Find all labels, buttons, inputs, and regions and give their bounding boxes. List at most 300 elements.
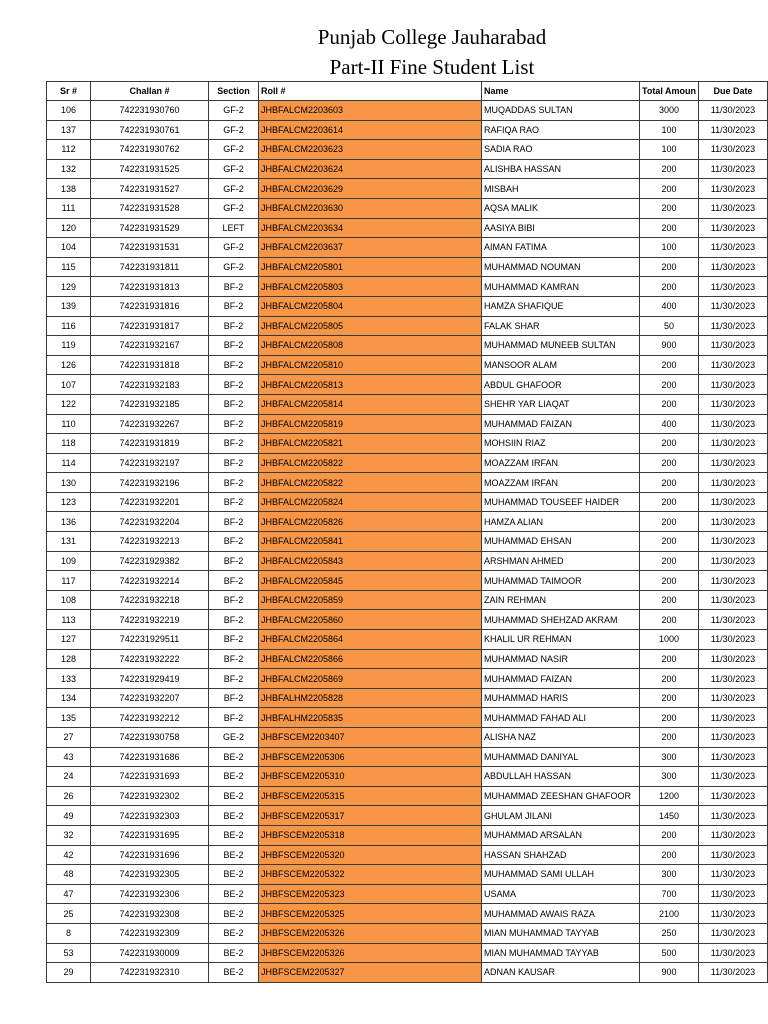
cell-name: MUQADDAS SULTAN [482, 101, 640, 121]
cell-sr: 25 [47, 904, 91, 924]
cell-name: MUHAMMAD AWAIS RAZA [482, 904, 640, 924]
table-row [47, 238, 768, 258]
cell-challan: 742231932302 [91, 786, 209, 806]
cell-roll: JHBFALCM2203623 [259, 140, 482, 160]
table-row [47, 571, 768, 591]
cell-sr: 131 [47, 532, 91, 552]
cell-name: MOAZZAM IRFAN [482, 473, 640, 493]
cell-sr: 104 [47, 238, 91, 258]
cell-sr: 115 [47, 257, 91, 277]
cell-due-date: 11/30/2023 [699, 277, 768, 297]
cell-total-amount: 200 [640, 551, 699, 571]
cell-total-amount: 100 [640, 238, 699, 258]
cell-section: BE-2 [209, 865, 259, 885]
cell-section: BE-2 [209, 963, 259, 983]
cell-name: MIAN MUHAMMAD TAYYAB [482, 943, 640, 963]
cell-roll: JHBFALCM2205826 [259, 512, 482, 532]
cell-roll: JHBFALCM2203634 [259, 218, 482, 238]
cell-total-amount: 300 [640, 767, 699, 787]
cell-challan: 742231930758 [91, 728, 209, 748]
cell-total-amount: 200 [640, 708, 699, 728]
cell-sr: 24 [47, 767, 91, 787]
cell-section: BF-2 [209, 355, 259, 375]
cell-sr: 29 [47, 963, 91, 983]
cell-name: MUHAMMAD MUNEEB SULTAN [482, 336, 640, 356]
cell-section: BE-2 [209, 943, 259, 963]
cell-name: HASSAN SHAHZAD [482, 845, 640, 865]
cell-due-date: 11/30/2023 [699, 532, 768, 552]
cell-sr: 49 [47, 806, 91, 826]
cell-challan: 742231931816 [91, 296, 209, 316]
cell-due-date: 11/30/2023 [699, 865, 768, 885]
column-header-roll: Roll # [259, 82, 482, 101]
table-row [47, 963, 768, 983]
cell-due-date: 11/30/2023 [699, 649, 768, 669]
table-row [47, 845, 768, 865]
cell-due-date: 11/30/2023 [699, 355, 768, 375]
fine-student-table [46, 81, 768, 983]
table-row [47, 512, 768, 532]
cell-sr: 138 [47, 179, 91, 199]
cell-name: MUHAMMAD DANIYAL [482, 747, 640, 767]
cell-due-date: 11/30/2023 [699, 610, 768, 630]
cell-roll: JHBFALCM2205803 [259, 277, 482, 297]
cell-sr: 112 [47, 140, 91, 160]
cell-sr: 114 [47, 453, 91, 473]
cell-due-date: 11/30/2023 [699, 159, 768, 179]
cell-name: RAFIQA RAO [482, 120, 640, 140]
table-row [47, 943, 768, 963]
cell-sr: 119 [47, 336, 91, 356]
cell-name: ALISHA NAZ [482, 728, 640, 748]
table-row [47, 688, 768, 708]
cell-challan: 742231932222 [91, 649, 209, 669]
cell-challan: 742231932310 [91, 963, 209, 983]
table-row [47, 394, 768, 414]
cell-challan: 742231932196 [91, 473, 209, 493]
cell-due-date: 11/30/2023 [699, 179, 768, 199]
cell-challan: 742231931819 [91, 434, 209, 454]
table-row [47, 316, 768, 336]
cell-name: AIMAN FATIMA [482, 238, 640, 258]
cell-total-amount: 200 [640, 218, 699, 238]
cell-section: BF-2 [209, 316, 259, 336]
cell-section: BF-2 [209, 630, 259, 650]
cell-sr: 107 [47, 375, 91, 395]
cell-total-amount: 400 [640, 414, 699, 434]
table-row [47, 296, 768, 316]
cell-sr: 133 [47, 669, 91, 689]
cell-challan: 742231930762 [91, 140, 209, 160]
cell-total-amount: 50 [640, 316, 699, 336]
column-header-total-amount: Total Amoun [640, 82, 699, 101]
page-subtitle: Part-II Fine Student List [329, 55, 535, 79]
table-row [47, 179, 768, 199]
cell-total-amount: 200 [640, 571, 699, 591]
table-row [47, 767, 768, 787]
cell-total-amount: 200 [640, 198, 699, 218]
cell-section: BE-2 [209, 806, 259, 826]
cell-total-amount: 200 [640, 532, 699, 552]
table-row [47, 159, 768, 179]
cell-name: HAMZA ALIAN [482, 512, 640, 532]
cell-due-date: 11/30/2023 [699, 473, 768, 493]
cell-section: GE-2 [209, 728, 259, 748]
cell-challan: 742231931818 [91, 355, 209, 375]
cell-roll: JHBFALCM2205866 [259, 649, 482, 669]
cell-due-date: 11/30/2023 [699, 904, 768, 924]
cell-sr: 137 [47, 120, 91, 140]
cell-section: BF-2 [209, 492, 259, 512]
cell-total-amount: 1000 [640, 630, 699, 650]
cell-name: ABDULLAH HASSAN [482, 767, 640, 787]
cell-name: MUHAMMAD NOUMAN [482, 257, 640, 277]
cell-name: MUHAMMAD EHSAN [482, 532, 640, 552]
cell-sr: 122 [47, 394, 91, 414]
cell-due-date: 11/30/2023 [699, 434, 768, 454]
table-row [47, 551, 768, 571]
cell-due-date: 11/30/2023 [699, 590, 768, 610]
cell-roll: JHBFALCM2205819 [259, 414, 482, 434]
cell-due-date: 11/30/2023 [699, 101, 768, 121]
cell-sr: 110 [47, 414, 91, 434]
cell-name: MUHAMMAD TAIMOOR [482, 571, 640, 591]
cell-roll: JHBFALCM2205804 [259, 296, 482, 316]
cell-total-amount: 200 [640, 473, 699, 493]
table-row [47, 904, 768, 924]
cell-section: BF-2 [209, 375, 259, 395]
cell-due-date: 11/30/2023 [699, 688, 768, 708]
cell-roll: JHBFSCEM2205323 [259, 884, 482, 904]
table-row [47, 120, 768, 140]
cell-due-date: 11/30/2023 [699, 767, 768, 787]
cell-total-amount: 200 [640, 845, 699, 865]
cell-total-amount: 200 [640, 394, 699, 414]
cell-challan: 742231931531 [91, 238, 209, 258]
cell-name: HAMZA SHAFIQUE [482, 296, 640, 316]
table-header-row [47, 82, 768, 101]
cell-roll: JHBFALCM2205805 [259, 316, 482, 336]
cell-challan: 742231932309 [91, 923, 209, 943]
document-header [0, 22, 768, 82]
cell-due-date: 11/30/2023 [699, 923, 768, 943]
cell-total-amount: 200 [640, 257, 699, 277]
cell-section: BE-2 [209, 767, 259, 787]
cell-section: BF-2 [209, 296, 259, 316]
cell-section: GF-2 [209, 140, 259, 160]
cell-sr: 26 [47, 786, 91, 806]
cell-name: USAMA [482, 884, 640, 904]
cell-sr: 108 [47, 590, 91, 610]
cell-sr: 126 [47, 355, 91, 375]
cell-due-date: 11/30/2023 [699, 414, 768, 434]
cell-sr: 120 [47, 218, 91, 238]
cell-total-amount: 200 [640, 277, 699, 297]
cell-challan: 742231929419 [91, 669, 209, 689]
cell-section: GF-2 [209, 120, 259, 140]
cell-due-date: 11/30/2023 [699, 963, 768, 983]
cell-sr: 109 [47, 551, 91, 571]
cell-due-date: 11/30/2023 [699, 492, 768, 512]
cell-challan: 742231929382 [91, 551, 209, 571]
cell-total-amount: 200 [640, 492, 699, 512]
cell-total-amount: 200 [640, 669, 699, 689]
cell-section: BF-2 [209, 414, 259, 434]
cell-due-date: 11/30/2023 [699, 218, 768, 238]
table-row [47, 434, 768, 454]
cell-section: BF-2 [209, 277, 259, 297]
table-row [47, 101, 768, 121]
cell-name: MUHAMMAD FAHAD ALI [482, 708, 640, 728]
cell-roll: JHBFALCM2205814 [259, 394, 482, 414]
table-row [47, 218, 768, 238]
cell-challan: 742231932308 [91, 904, 209, 924]
cell-roll: JHBFALCM2203629 [259, 179, 482, 199]
cell-name: ZAIN REHMAN [482, 590, 640, 610]
cell-roll: JHBFSCEM2205325 [259, 904, 482, 924]
cell-name: MIAN MUHAMMAD TAYYAB [482, 923, 640, 943]
table-row [47, 492, 768, 512]
cell-sr: 129 [47, 277, 91, 297]
table-row [47, 590, 768, 610]
cell-sr: 53 [47, 943, 91, 963]
cell-sr: 130 [47, 473, 91, 493]
cell-due-date: 11/30/2023 [699, 120, 768, 140]
cell-challan: 742231932185 [91, 394, 209, 414]
cell-roll: JHBFALCM2203637 [259, 238, 482, 258]
cell-roll: JHBFSCEM2203407 [259, 728, 482, 748]
cell-sr: 132 [47, 159, 91, 179]
table-row [47, 355, 768, 375]
cell-due-date: 11/30/2023 [699, 884, 768, 904]
cell-roll: JHBFSCEM2205322 [259, 865, 482, 885]
column-header-due-date: Due Date [699, 82, 768, 101]
cell-challan: 742231932207 [91, 688, 209, 708]
cell-name: GHULAM JILANI [482, 806, 640, 826]
cell-section: BF-2 [209, 610, 259, 630]
cell-due-date: 11/30/2023 [699, 238, 768, 258]
cell-roll: JHBFALCM2205860 [259, 610, 482, 630]
cell-name: AQSA MALIK [482, 198, 640, 218]
cell-name: MUHAMMAD ARSALAN [482, 825, 640, 845]
cell-section: BE-2 [209, 845, 259, 865]
table-row [47, 630, 768, 650]
table-row [47, 140, 768, 160]
cell-name: MOHSIIN RIAZ [482, 434, 640, 454]
cell-roll: JHBFALCM2203614 [259, 120, 482, 140]
cell-name: MUHAMMAD ZEESHAN GHAFOOR [482, 786, 640, 806]
cell-challan: 742231932183 [91, 375, 209, 395]
cell-challan: 742231931811 [91, 257, 209, 277]
cell-total-amount: 200 [640, 610, 699, 630]
cell-section: BF-2 [209, 336, 259, 356]
column-header-section: Section [209, 82, 259, 101]
cell-challan: 742231931693 [91, 767, 209, 787]
cell-roll: JHBFALHM2205828 [259, 688, 482, 708]
cell-challan: 742231931813 [91, 277, 209, 297]
cell-due-date: 11/30/2023 [699, 786, 768, 806]
cell-name: MUHAMMAD SAMI ULLAH [482, 865, 640, 885]
cell-sr: 128 [47, 649, 91, 669]
cell-name: MUHAMMAD FAIZAN [482, 414, 640, 434]
cell-total-amount: 300 [640, 865, 699, 885]
cell-due-date: 11/30/2023 [699, 140, 768, 160]
cell-challan: 742231931529 [91, 218, 209, 238]
cell-roll: JHBFALCM2205821 [259, 434, 482, 454]
cell-name: MUHAMMAD FAIZAN [482, 669, 640, 689]
cell-total-amount: 500 [640, 943, 699, 963]
table-row [47, 865, 768, 885]
cell-due-date: 11/30/2023 [699, 375, 768, 395]
cell-challan: 742231932267 [91, 414, 209, 434]
table-row [47, 747, 768, 767]
cell-due-date: 11/30/2023 [699, 708, 768, 728]
cell-section: BF-2 [209, 453, 259, 473]
cell-due-date: 11/30/2023 [699, 296, 768, 316]
cell-challan: 742231931527 [91, 179, 209, 199]
cell-due-date: 11/30/2023 [699, 669, 768, 689]
cell-name: MUHAMMAD NASIR [482, 649, 640, 669]
cell-due-date: 11/30/2023 [699, 551, 768, 571]
cell-section: GF-2 [209, 179, 259, 199]
cell-section: BF-2 [209, 571, 259, 591]
cell-total-amount: 200 [640, 590, 699, 610]
cell-sr: 113 [47, 610, 91, 630]
cell-total-amount: 200 [640, 179, 699, 199]
cell-sr: 127 [47, 630, 91, 650]
cell-total-amount: 2100 [640, 904, 699, 924]
cell-name: AASIYA BIBI [482, 218, 640, 238]
cell-sr: 117 [47, 571, 91, 591]
cell-due-date: 11/30/2023 [699, 394, 768, 414]
cell-name: ADNAN KAUSAR [482, 963, 640, 983]
cell-total-amount: 200 [640, 649, 699, 669]
cell-roll: JHBFALCM2205801 [259, 257, 482, 277]
cell-total-amount: 900 [640, 963, 699, 983]
cell-challan: 742231932167 [91, 336, 209, 356]
cell-roll: JHBFSCEM2205315 [259, 786, 482, 806]
cell-total-amount: 100 [640, 140, 699, 160]
cell-total-amount: 400 [640, 296, 699, 316]
table-row [47, 414, 768, 434]
table-row [47, 532, 768, 552]
cell-roll: JHBFALHM2205835 [259, 708, 482, 728]
cell-sr: 32 [47, 825, 91, 845]
column-header-challan: Challan # [91, 82, 209, 101]
cell-sr: 47 [47, 884, 91, 904]
cell-section: BF-2 [209, 532, 259, 552]
cell-sr: 123 [47, 492, 91, 512]
cell-section: BF-2 [209, 669, 259, 689]
cell-total-amount: 200 [640, 728, 699, 748]
cell-total-amount: 200 [640, 512, 699, 532]
cell-sr: 134 [47, 688, 91, 708]
cell-challan: 742231932212 [91, 708, 209, 728]
cell-sr: 42 [47, 845, 91, 865]
cell-total-amount: 200 [640, 355, 699, 375]
table-body [47, 101, 768, 983]
page-title: Punjab College Jauharabad [317, 25, 547, 49]
column-header-name: Name [482, 82, 640, 101]
cell-sr: 116 [47, 316, 91, 336]
cell-sr: 118 [47, 434, 91, 454]
cell-section: LEFT [209, 218, 259, 238]
cell-total-amount: 200 [640, 688, 699, 708]
cell-roll: JHBFALCM2205822 [259, 473, 482, 493]
cell-name: KHALIL UR REHMAN [482, 630, 640, 650]
cell-challan: 742231932303 [91, 806, 209, 826]
cell-challan: 742231932213 [91, 532, 209, 552]
cell-sr: 8 [47, 923, 91, 943]
cell-name: MUHAMMAD TOUSEEF HAIDER [482, 492, 640, 512]
cell-roll: JHBFALCM2205841 [259, 532, 482, 552]
cell-challan: 742231931817 [91, 316, 209, 336]
cell-roll: JHBFALCM2205864 [259, 630, 482, 650]
column-header-sr: Sr # [47, 82, 91, 101]
table-row [47, 277, 768, 297]
cell-name: ARSHMAN AHMED [482, 551, 640, 571]
table-row [47, 786, 768, 806]
table-row [47, 375, 768, 395]
cell-roll: JHBFSCEM2205306 [259, 747, 482, 767]
cell-sr: 27 [47, 728, 91, 748]
cell-name: ALISHBA HASSAN [482, 159, 640, 179]
cell-challan: 742231931696 [91, 845, 209, 865]
cell-challan: 742231930009 [91, 943, 209, 963]
table-row [47, 923, 768, 943]
cell-section: BF-2 [209, 434, 259, 454]
cell-total-amount: 300 [640, 747, 699, 767]
cell-challan: 742231931525 [91, 159, 209, 179]
table-row [47, 708, 768, 728]
cell-roll: JHBFALCM2205813 [259, 375, 482, 395]
cell-sr: 136 [47, 512, 91, 532]
cell-due-date: 11/30/2023 [699, 943, 768, 963]
table-row [47, 453, 768, 473]
table-row [47, 806, 768, 826]
cell-total-amount: 200 [640, 159, 699, 179]
cell-sr: 135 [47, 708, 91, 728]
cell-sr: 139 [47, 296, 91, 316]
table-row [47, 669, 768, 689]
cell-section: BF-2 [209, 688, 259, 708]
cell-roll: JHBFSCEM2205310 [259, 767, 482, 787]
cell-section: BF-2 [209, 394, 259, 414]
cell-name: MANSOOR ALAM [482, 355, 640, 375]
cell-roll: JHBFALCM2205869 [259, 669, 482, 689]
cell-roll: JHBFALCM2205810 [259, 355, 482, 375]
table-row [47, 610, 768, 630]
cell-section: BF-2 [209, 649, 259, 669]
cell-challan: 742231931686 [91, 747, 209, 767]
cell-challan: 742231932197 [91, 453, 209, 473]
cell-roll: JHBFSCEM2205326 [259, 943, 482, 963]
cell-name: SADIA RAO [482, 140, 640, 160]
cell-challan: 742231931528 [91, 198, 209, 218]
cell-due-date: 11/30/2023 [699, 728, 768, 748]
cell-total-amount: 700 [640, 884, 699, 904]
cell-section: BE-2 [209, 923, 259, 943]
cell-due-date: 11/30/2023 [699, 336, 768, 356]
cell-challan: 742231932219 [91, 610, 209, 630]
cell-due-date: 11/30/2023 [699, 453, 768, 473]
cell-due-date: 11/30/2023 [699, 257, 768, 277]
table-row [47, 728, 768, 748]
cell-challan: 742231932201 [91, 492, 209, 512]
cell-due-date: 11/30/2023 [699, 630, 768, 650]
cell-roll: JHBFALCM2205845 [259, 571, 482, 591]
cell-roll: JHBFSCEM2205327 [259, 963, 482, 983]
